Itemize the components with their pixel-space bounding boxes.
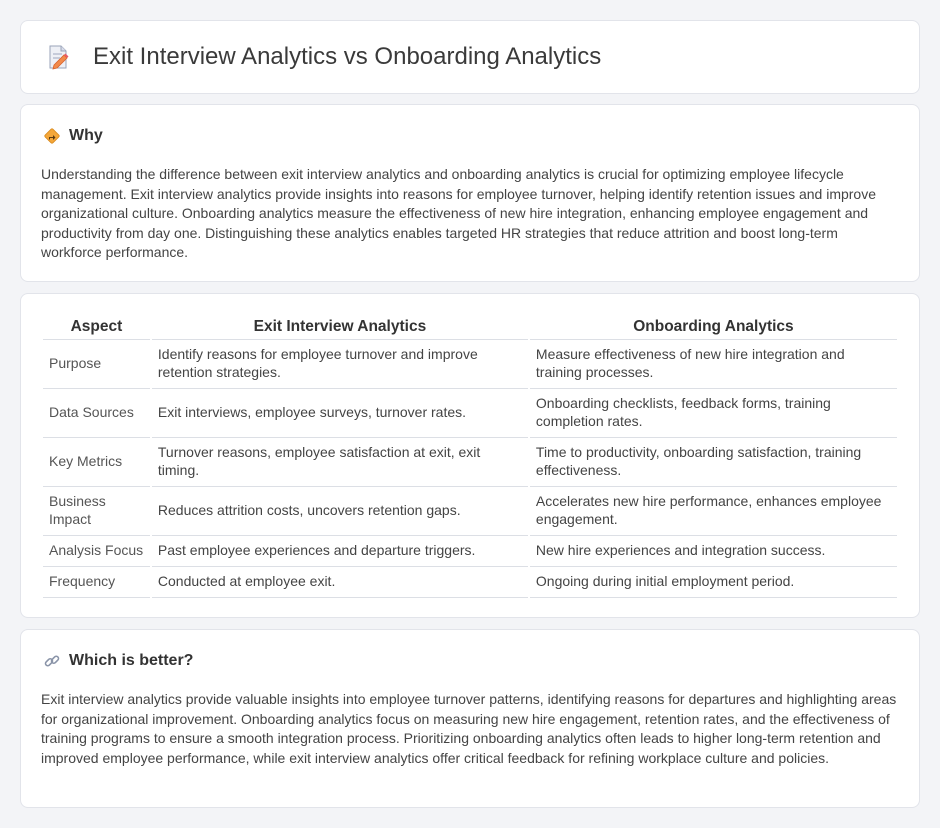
onboarding-cell: Time to productivity, onboarding satisfaction, training effectiveness.: [530, 438, 897, 487]
comparison-table: [41, 314, 899, 598]
why-card: [20, 104, 920, 282]
aspect-cell: Frequency: [43, 567, 150, 598]
table-row: [43, 340, 897, 389]
aspect-cell: Purpose: [43, 340, 150, 389]
exit-cell: Turnover reasons, employee satisfaction at exit, exit timing.: [152, 438, 528, 487]
onboarding-cell: New hire experiences and integration success.: [530, 536, 897, 567]
why-heading: [43, 127, 103, 145]
table-row: [43, 438, 897, 487]
exit-cell: Past employee experiences and departure triggers.: [152, 536, 528, 567]
header-aspect: Aspect: [43, 314, 150, 340]
title-card: [20, 20, 920, 94]
link-icon: [43, 652, 61, 670]
header-exit-interview: Exit Interview Analytics: [152, 314, 528, 340]
header-onboarding: Onboarding Analytics: [530, 314, 897, 340]
table-row: [43, 389, 897, 438]
better-heading: [43, 652, 193, 670]
exit-cell: Identify reasons for employee turnover and improve retention strategies.: [152, 340, 528, 389]
comparison-card: [20, 293, 920, 618]
table-row: [43, 567, 897, 598]
page-title: Exit Interview Analytics vs Onboarding Analytics: [93, 43, 602, 70]
better-heading-text: Which is better?: [69, 652, 194, 669]
onboarding-cell: Onboarding checklists, feedback forms, training completion rates.: [530, 389, 897, 438]
onboarding-cell: Measure effectiveness of new hire integration and training processes.: [530, 340, 897, 389]
diamond-sign-icon: [43, 127, 61, 145]
onboarding-cell: Ongoing during initial employment period.: [530, 567, 897, 598]
why-heading-text: Why: [69, 127, 103, 144]
exit-cell: Exit interviews, employee surveys, turnover rates.: [152, 389, 528, 438]
aspect-cell: Business Impact: [43, 487, 150, 536]
exit-cell: Reduces attrition costs, uncovers retention gaps.: [152, 487, 528, 536]
aspect-cell: Key Metrics: [43, 438, 150, 487]
which-better-card: [20, 629, 920, 808]
exit-cell: Conducted at employee exit.: [152, 567, 528, 598]
table-row: [43, 487, 897, 536]
better-paragraph: Exit interview analytics provide valuable insights into employee turnover patterns, identifying reasons for departures and highlighting areas for organizational improvement. Onboarding analytics focus on measuring new hire engagement, retention rates, and the effectiveness of training programs to ensure a smooth integration process. Prioritizing onboarding analytics often leads to higher long-term retention and improved employee performance, while exit interview analytics offer critical feedback for refining workplace culture and policies.: [41, 691, 897, 766]
document-edit-icon: [45, 44, 71, 70]
aspect-cell: Analysis Focus: [43, 536, 150, 567]
table-row: [43, 536, 897, 567]
table-header-row: [43, 314, 897, 340]
aspect-cell: Data Sources: [43, 389, 150, 438]
onboarding-cell: Accelerates new hire performance, enhances employee engagement.: [530, 487, 897, 536]
why-paragraph: Understanding the difference between exit interview analytics and onboarding analytics is crucial for optimizing employee lifecycle management. Exit interview analytics provide insights into reasons for employee turnover, helping identify retention issues and improve organizational culture. Onboarding analytics measure the effectiveness of new hire integration, enhancing employee engagement and productivity from day one. Distinguishing these analytics enables targeted HR strategies that reduce attrition and boost long-term workforce performance.: [41, 166, 876, 261]
